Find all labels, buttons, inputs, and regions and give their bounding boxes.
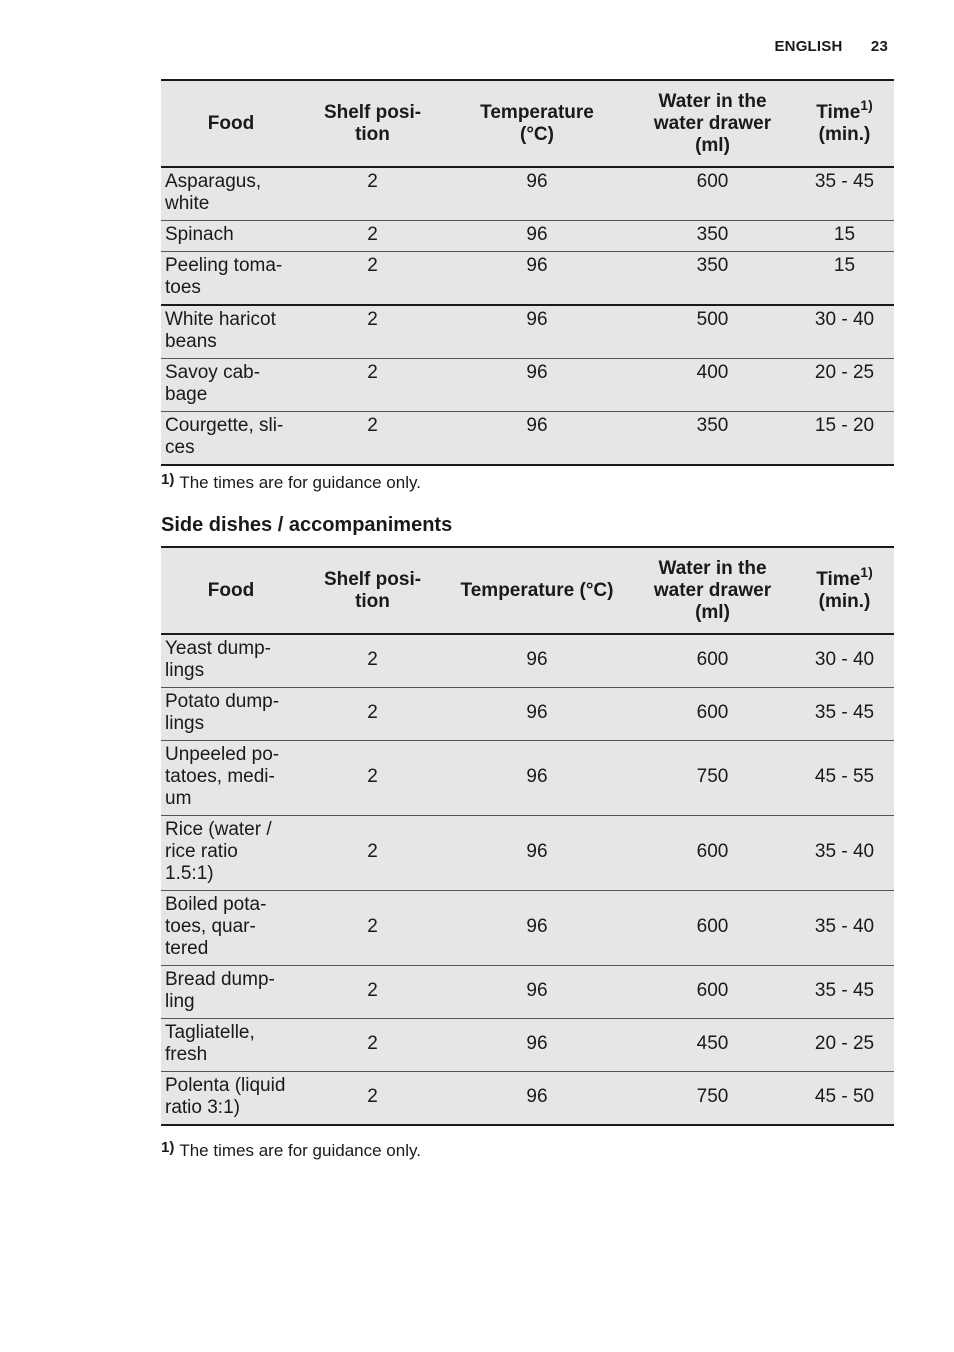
cell-time: 30 - 40 (795, 634, 894, 688)
col-header-shelf: Shelf posi- tion (301, 547, 444, 634)
cell-temp: 96 (444, 891, 630, 966)
col-header-water: Water in the water drawer (ml) (630, 80, 795, 167)
footnote-mark: 1) (161, 1139, 175, 1156)
cell-temp: 96 (444, 412, 630, 466)
col-header-shelf: Shelf posi- tion (301, 80, 444, 167)
cell-water: 600 (630, 966, 795, 1019)
cell-time: 35 - 40 (795, 816, 894, 891)
time-label: Time (816, 569, 861, 590)
cell-water: 600 (630, 167, 795, 221)
table-row (161, 167, 894, 221)
col-header-food: Food (161, 547, 301, 634)
cell-shelf: 2 (301, 167, 444, 221)
cell-temp: 96 (444, 741, 630, 816)
time-unit: (min.) (818, 124, 871, 145)
footnote-text: The times are for guidance only. (179, 1141, 421, 1160)
cell-water: 750 (630, 741, 795, 816)
cell-food: Polenta (liquid ratio 3:1) (161, 1072, 301, 1126)
cell-time: 35 - 45 (795, 688, 894, 741)
cell-water: 400 (630, 359, 795, 412)
col-header-temperature: Temperature (°C) (444, 80, 630, 167)
footnote-2 (161, 1141, 421, 1161)
table-row (161, 1072, 894, 1126)
cell-water: 500 (630, 305, 795, 359)
cell-shelf: 2 (301, 688, 444, 741)
col-header-water: Water in the water drawer (ml) (630, 547, 795, 634)
cell-time: 20 - 25 (795, 359, 894, 412)
header-language: ENGLISH (774, 38, 843, 55)
cell-temp: 96 (444, 305, 630, 359)
cell-time: 35 - 45 (795, 167, 894, 221)
cell-food: Potato dump- lings (161, 688, 301, 741)
time-label: Time (816, 102, 861, 123)
cell-temp: 96 (444, 167, 630, 221)
table-header-row (161, 547, 894, 634)
section-heading: Side dishes / accompaniments (161, 514, 453, 536)
footnote-mark: 1) (161, 471, 175, 488)
time-footnote-ref: 1) (860, 563, 873, 580)
time-unit: (min.) (818, 591, 871, 612)
cell-shelf: 2 (301, 1019, 444, 1072)
table-row (161, 966, 894, 1019)
cell-water: 350 (630, 412, 795, 466)
cell-temp: 96 (444, 221, 630, 252)
cell-temp: 96 (444, 688, 630, 741)
cell-shelf: 2 (301, 634, 444, 688)
cell-food: Courgette, sli- ces (161, 412, 301, 466)
cell-time: 45 - 55 (795, 741, 894, 816)
table-row (161, 688, 894, 741)
cell-temp: 96 (444, 966, 630, 1019)
cell-water: 350 (630, 221, 795, 252)
footnote-1 (161, 473, 421, 493)
cell-food: Peeling toma- toes (161, 252, 301, 306)
cell-shelf: 2 (301, 1072, 444, 1126)
cell-temp: 96 (444, 1019, 630, 1072)
cell-time: 30 - 40 (795, 305, 894, 359)
time-footnote-ref: 1) (860, 96, 873, 113)
table-row (161, 891, 894, 966)
cell-shelf: 2 (301, 816, 444, 891)
cell-temp: 96 (444, 359, 630, 412)
cell-food: Bread dump- ling (161, 966, 301, 1019)
cell-shelf: 2 (301, 966, 444, 1019)
table-row (161, 634, 894, 688)
cell-water: 600 (630, 634, 795, 688)
cell-shelf: 2 (301, 891, 444, 966)
table-row (161, 412, 894, 466)
running-header (774, 38, 888, 55)
table-row (161, 252, 894, 306)
cell-food: Unpeeled po- tatoes, medi- um (161, 741, 301, 816)
col-header-time (795, 80, 894, 167)
cell-shelf: 2 (301, 741, 444, 816)
cell-temp: 96 (444, 816, 630, 891)
table-row (161, 1019, 894, 1072)
cell-food: Tagliatelle, fresh (161, 1019, 301, 1072)
cell-food: Boiled pota- toes, quar- tered (161, 891, 301, 966)
cell-food: Savoy cab- bage (161, 359, 301, 412)
cell-shelf: 2 (301, 221, 444, 252)
cell-time: 15 - 20 (795, 412, 894, 466)
col-header-food: Food (161, 80, 301, 167)
page-number: 23 (870, 38, 888, 55)
cell-water: 600 (630, 816, 795, 891)
table-row (161, 221, 894, 252)
steam-cooking-table (161, 79, 894, 466)
cell-time: 35 - 40 (795, 891, 894, 966)
cell-temp: 96 (444, 1072, 630, 1126)
cell-time: 45 - 50 (795, 1072, 894, 1126)
cell-time: 15 (795, 252, 894, 306)
cell-temp: 96 (444, 252, 630, 306)
cell-water: 600 (630, 688, 795, 741)
cell-time: 35 - 45 (795, 966, 894, 1019)
col-header-temperature: Temperature (°C) (444, 547, 630, 634)
cell-food: Rice (water / rice ratio 1.5:1) (161, 816, 301, 891)
cell-food: Spinach (161, 221, 301, 252)
cell-shelf: 2 (301, 305, 444, 359)
cell-water: 350 (630, 252, 795, 306)
cell-shelf: 2 (301, 359, 444, 412)
table-row (161, 359, 894, 412)
cell-food: White haricot beans (161, 305, 301, 359)
cell-water: 450 (630, 1019, 795, 1072)
cell-food: Asparagus, white (161, 167, 301, 221)
cell-time: 20 - 25 (795, 1019, 894, 1072)
footnote-text: The times are for guidance only. (179, 473, 421, 492)
cell-shelf: 2 (301, 252, 444, 306)
cell-water: 600 (630, 891, 795, 966)
side-dishes-table (161, 546, 894, 1126)
table-row (161, 741, 894, 816)
table-row (161, 816, 894, 891)
cell-water: 750 (630, 1072, 795, 1126)
cell-food: Yeast dump- lings (161, 634, 301, 688)
table-header-row (161, 80, 894, 167)
cell-shelf: 2 (301, 412, 444, 466)
table-row (161, 305, 894, 359)
col-header-time (795, 547, 894, 634)
cell-time: 15 (795, 221, 894, 252)
cell-temp: 96 (444, 634, 630, 688)
